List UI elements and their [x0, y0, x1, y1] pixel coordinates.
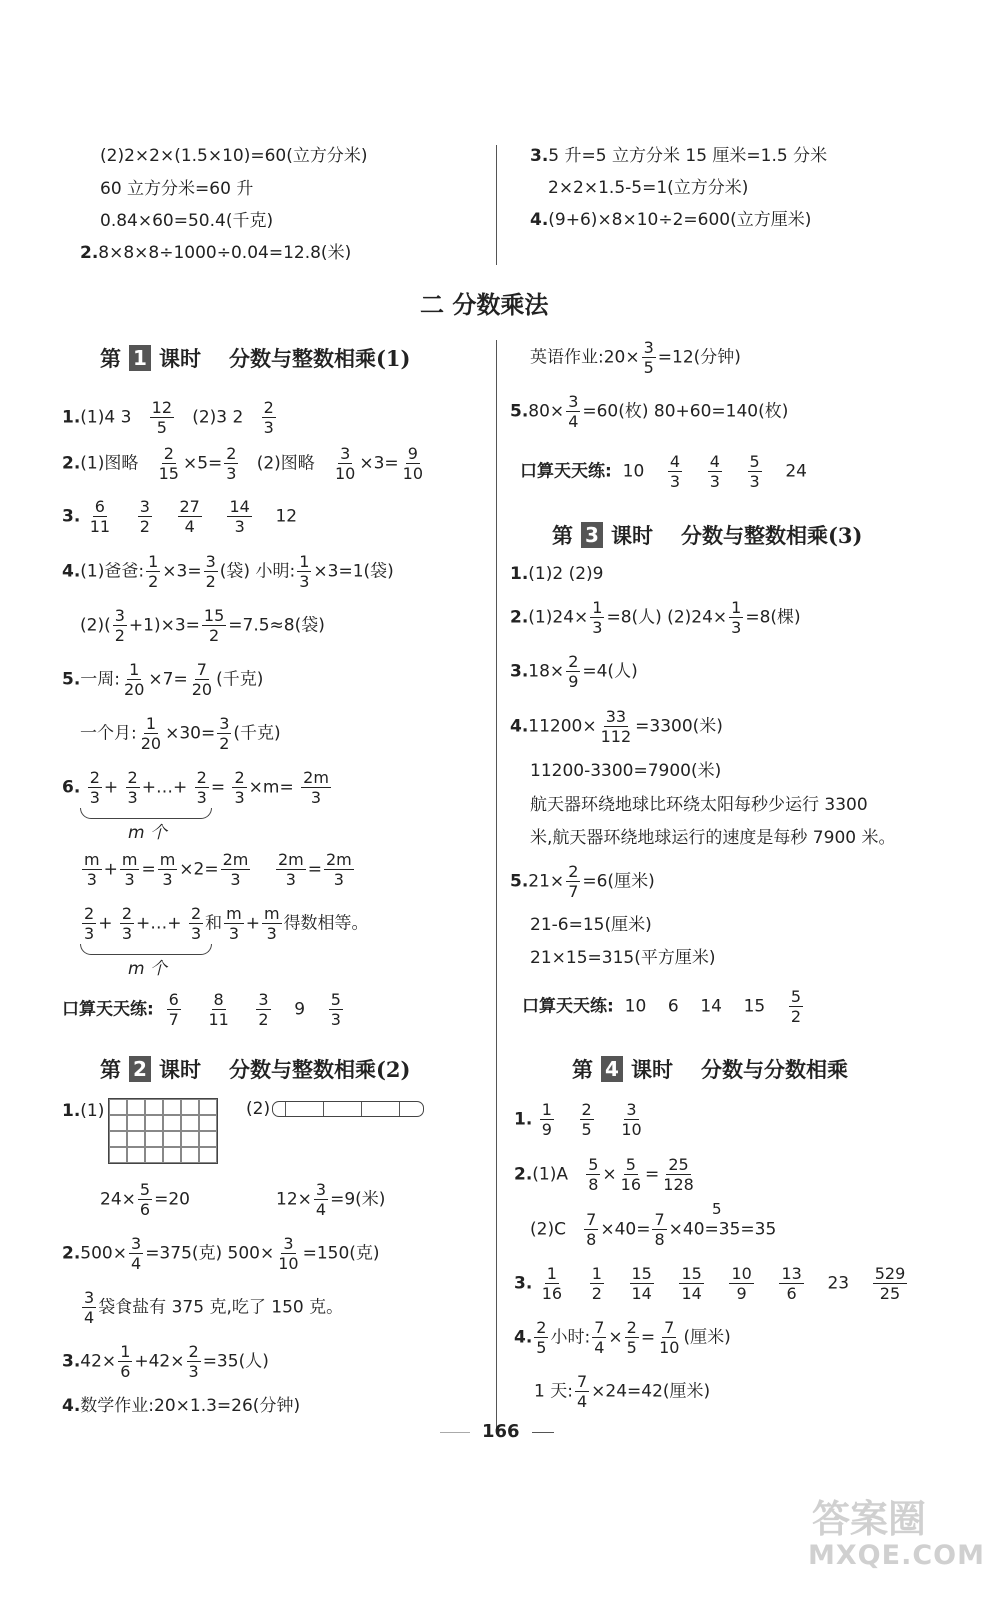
- footer-rule-right: [532, 1432, 554, 1433]
- l1-q4-line-1: 4.(1)爸爸: $\frac{1}{2}$ ×3= $\frac{3}{2}$ (袋) 小明: $\frac{1}{3}$ ×3=1(袋): [62, 552, 394, 591]
- l2-q2-line-1: 2.500× $\frac{3}{4}$ =375(克) 500× $\frac{3}{10}$ =150(克): [62, 1234, 380, 1273]
- page-number: 166: [482, 1421, 520, 1442]
- l4-q1: 1. $\frac{1}{9}$ $\frac{2}{5}$ $\frac{3}{10}$: [514, 1100, 642, 1139]
- l4-q4-line-2: 1 天: $\frac{7}{4}$ ×24=42(厘米): [534, 1372, 711, 1411]
- brace-2: [80, 944, 212, 955]
- footer-rule-left: [440, 1432, 470, 1433]
- l1-kousuan: 口算天天练: $\frac{6}{7}$ $\frac{8}{11}$ $\frac{3}{2}$ 9 $\frac{5}{3}$: [62, 990, 341, 1029]
- l1-q6-line-1: 6. $\frac{2}{3}$ + $\frac{2}{3}$ +…+ $\frac{2}{3}$ = $\frac{2}{3}$ ×m= $\frac{2m}{3}$: [62, 768, 329, 807]
- top-left-line-4: 2.8×8×8÷1000÷0.04=12.8(米): [80, 243, 352, 263]
- l3-q4-line-3: 航天器环绕地球比环绕太阳每秒少运行 3300: [530, 795, 868, 815]
- m-count-2: m 个: [128, 959, 167, 979]
- top-left-line-2: 60 立方分米=60 升: [100, 179, 254, 199]
- r-kousuan-2: 口算天天练: 10 6 14 15 $\frac{5}{2}$: [522, 987, 802, 1026]
- l3-q4-line-2: 11200-3300=7900(米): [530, 761, 722, 781]
- r-english-homework: 英语作业:20× $\frac{3}{5}$ =12(分钟): [530, 338, 741, 377]
- l2-q1-label: 1.(1): [62, 1101, 105, 1121]
- top-right-line-3: 4.(9+6)×8×10÷2=600(立方厘米): [530, 210, 812, 230]
- grid-figure: [108, 1098, 218, 1164]
- lesson-3-heading: 第 3 课时 分数与整数相乘(3): [552, 523, 863, 548]
- l3-q5-line-2: 21-6=15(厘米): [530, 915, 652, 935]
- l3-q4-line-1: 4.11200× $\frac{33}{112}$ =3300(米): [510, 707, 723, 746]
- l3-q2: 2.(1)24× $\frac{1}{3}$ =8(人) (2)24× $\frac{1}{3}$ =8(棵): [510, 598, 801, 637]
- watermark-url: MXQE.COM: [808, 1540, 985, 1571]
- l2-q1-calc-2: 12× $\frac{3}{4}$ =9(米): [276, 1180, 386, 1219]
- l3-q4-line-4: 米,航天器环绕地球运行的速度是每秒 7900 米。: [530, 828, 896, 848]
- lesson-4-heading: 第 4 课时 分数与分数相乘: [572, 1057, 848, 1082]
- r-q5: 5.80× $\frac{3}{4}$ =60(枚) 80+60=140(枚): [510, 392, 789, 431]
- l1-q6-line-2: $\frac{m}{3}$ + $\frac{m}{3}$ = $\frac{m}{3}$ ×2= $\frac{2m}{3}$ $\frac{2m}{3}$ = $\frac{2m}{3}$: [84, 850, 352, 889]
- l1-q4-line-2: (2)( $\frac{3}{2}$ +1)×3= $\frac{15}{2}$ =7.5≈8(袋): [80, 606, 325, 645]
- section-title: 二 分数乘法: [420, 290, 549, 319]
- l1-q5-line-2: 一个月: $\frac{1}{20}$ ×30= $\frac{3}{2}$ (千克): [80, 714, 281, 753]
- top-right-line-1: 3.5 升=5 立方分米 15 厘米=1.5 分米: [530, 146, 828, 166]
- ribbon-figure: [272, 1101, 424, 1117]
- l1-q5-line-1: 5.一周: $\frac{1}{20}$ ×7= $\frac{7}{20}$ (千克): [62, 660, 264, 699]
- top-left-line-3: 0.84×60=50.4(千克): [100, 211, 274, 231]
- m-count-1: m 个: [128, 823, 167, 843]
- brace-1: [80, 808, 212, 819]
- l4-q2-cancel-mark: 5: [712, 1200, 722, 1218]
- watermark-logo: 答案圈: [812, 1497, 927, 1541]
- top-left-line-1: (2)2×2×(1.5×10)=60(立方分米): [100, 146, 368, 166]
- r-kousuan-1: 口算天天练: 10 $\frac{4}{3}$ $\frac{4}{3}$ $\frac{5}{3}$ 24: [520, 452, 807, 491]
- l1-q1: 1.(1)4 3 $\frac{12}{5}$ (2)3 2 $\frac{2}{3}$: [62, 398, 274, 437]
- l2-q4: 4.数学作业:20×1.3=26(分钟): [62, 1396, 301, 1416]
- l2-q2-line-2: $\frac{3}{4}$ 袋食盐有 375 克,吃了 150 克。: [84, 1288, 344, 1327]
- lesson-1-heading: 第 1 课时 分数与整数相乘(1): [100, 346, 411, 371]
- main-divider: [496, 340, 497, 1430]
- l3-q3: 3.18× $\frac{2}{9}$ =4(人): [510, 652, 638, 691]
- l4-q4-line-1: 4. $\frac{2}{5}$ 小时: $\frac{7}{4}$ × $\frac{2}{5}$ = $\frac{7}{10}$ (厘米): [514, 1318, 731, 1357]
- l4-q2-line-1: 2.(1)A $\frac{5}{8}$ × $\frac{5}{16}$ = $\frac{25}{128}$: [514, 1155, 694, 1194]
- l4-q2-line-2: (2)C $\frac{7}{8}$ ×40= $\frac{7}{8}$ ×40=35=35: [530, 1210, 777, 1249]
- l4-q3: 3. $\frac{1}{16}$ $\frac{1}{2}$ $\frac{15}{14}$ $\frac{15}{14}$ $\frac{10}{9}$ $\frac{13}{6}$ 23 $\frac{529}{25}$: [514, 1264, 906, 1303]
- top-right-line-2: 2×2×1.5-5=1(立方分米): [548, 178, 749, 198]
- l2-q1-calc-1: 24× $\frac{5}{6}$ =20: [100, 1180, 190, 1219]
- l3-q5-line-3: 21×15=315(平方厘米): [530, 948, 716, 968]
- l2-q3: 3.42× $\frac{1}{6}$ +42× $\frac{2}{3}$ =35(人): [62, 1342, 269, 1381]
- top-divider: [496, 145, 497, 265]
- l3-q5-line-1: 5.21× $\frac{2}{7}$ =6(厘米): [510, 862, 655, 901]
- lesson-2-heading: 第 2 课时 分数与整数相乘(2): [100, 1057, 411, 1082]
- l1-q3: 3. $\frac{6}{11}$ $\frac{3}{2}$ $\frac{27}{4}$ $\frac{14}{3}$ 12: [62, 497, 298, 536]
- l1-q2: 2.(1)图略 $\frac{2}{15}$ ×5= $\frac{2}{3}$ (2)图略 $\frac{3}{10}$ ×3= $\frac{9}{10}$: [62, 444, 424, 483]
- l3-q1: 1.(1)2 (2)9: [510, 564, 604, 584]
- l2-q1-part2-label: (2): [246, 1099, 271, 1119]
- l1-q6-line-3: $\frac{2}{3}$ + $\frac{2}{3}$ +…+ $\frac{2}{3}$ 和 $\frac{m}{3}$ + $\frac{m}{3}$ 得数相等。: [84, 904, 369, 943]
